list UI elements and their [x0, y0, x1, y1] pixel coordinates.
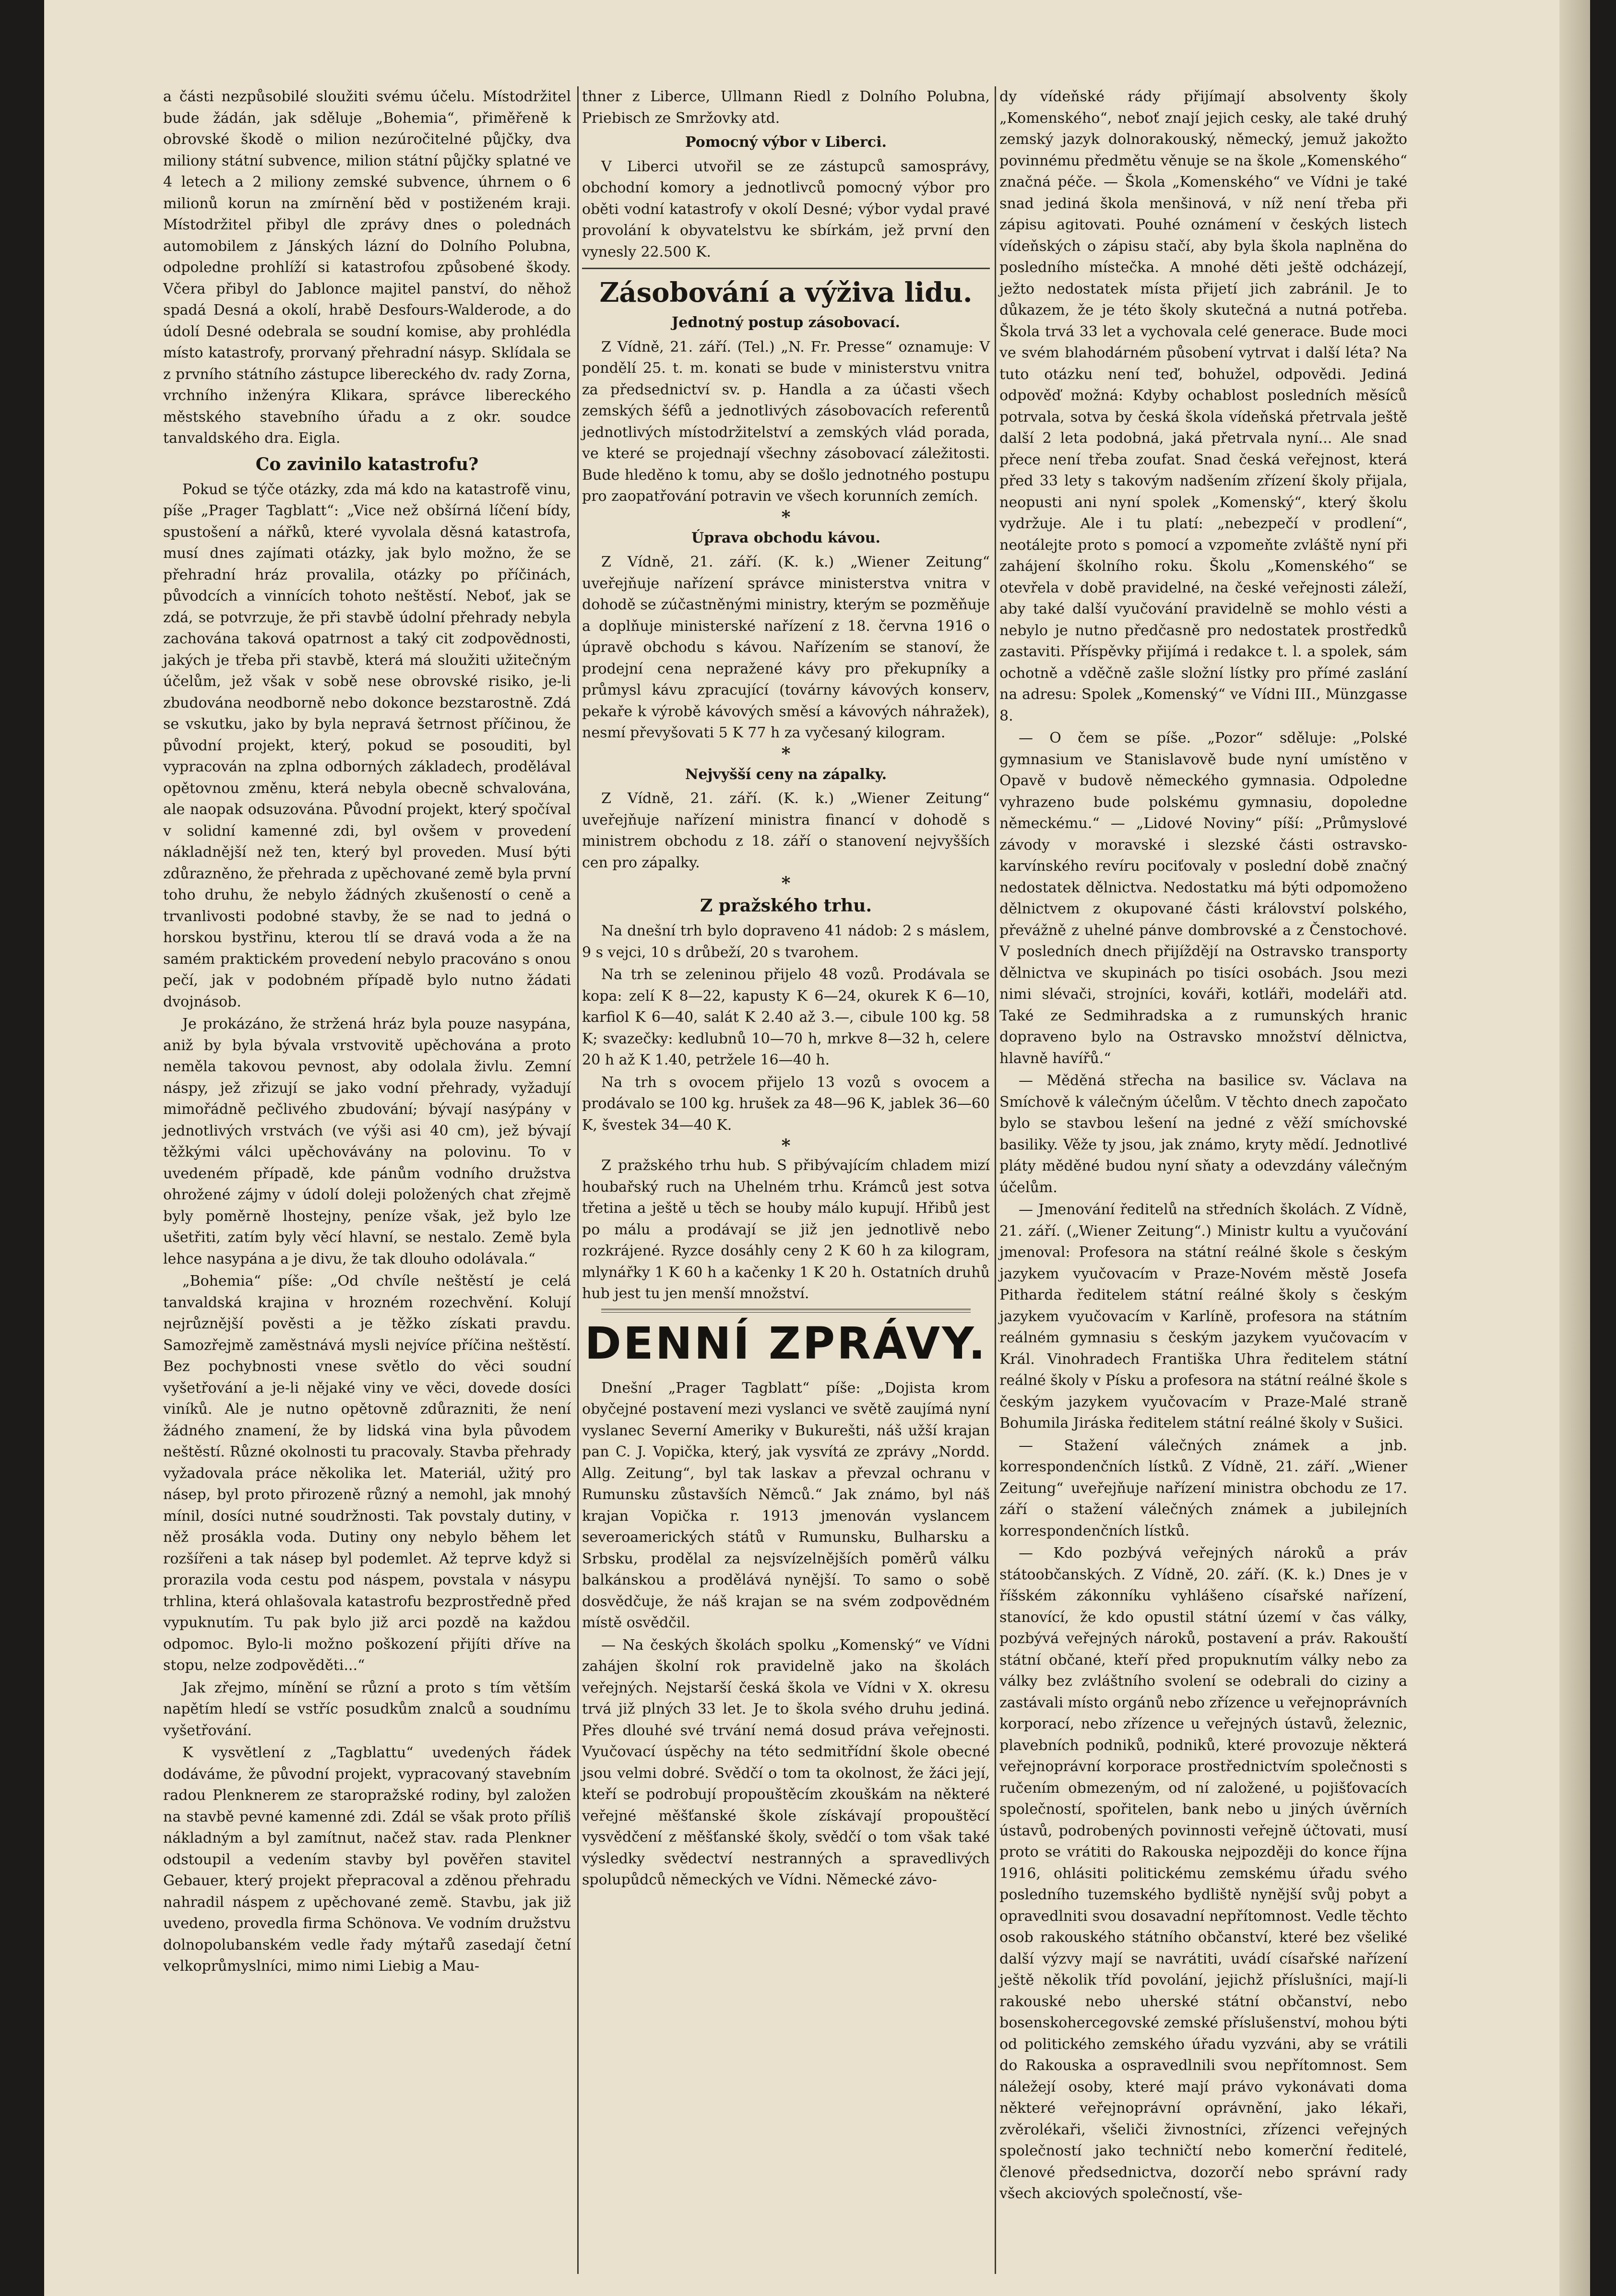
article-paragraph: — Kdo pozbývá veřejných nároků a práv státoobčanských. Z Vídně, 20. září. (K. k.) Dnes je v říšském zákonníku vyhlášeno císařské nařízení, stanovící, že kdo opustil státní území v čas války, pozbývá veřejných nároků, postavení a práv. Rakouští státní občané, kteří před propuknutím války nebo za války bez zvláštního svolení se odebrali do ciziny a zastávali místo orgánů nebo zřízence u veřejnoprávních korporací, nebo zřízence u veřejných ústavů, železnic, plavebních podniků, podniků, které provozuje některá veřejnoprávní korporace prostřednictvím společnosti s ručením obmezeným, od ní založené, u pojišťovacích společností, spořitelen, bank nebo u jiných úvěrních ústavů, podrobených povinnosti veřejně účtovati, musí proto se vrátiti do Rakouska nejpozději do konce října 1916, ohlásiti politickému zemskému úřadu svého posledního tuzemského bydliště nynější svůj pobyt a opravedlniti svou dosavadní nepřítomnost. Vedle těchto osob rakouského státního občanství, které bez všeliké další výzvy mají se navrátiti, uvádí císařské nařízení ještě několik tříd povolání, jejichž příslušníci, mají-li rakouské nebo uherské státní občanství, nebo bosenskohercegovské zemské příslušenství, mohou býti od politického zemského úřadu vyzváni, aby se vrátili do Rakouska a ospravedlnili svou nepřítomnost. Sem náležejí osoby, které mají právo vykonávati doma některé veřejnoprávní oprávnění, jako lékaři, zvěrolékaři, všeliči živnostníci, zřízenci veřejných společností jako techničtí nebo komerční ředitelé, členové předsednictva, dozorčí nebo správní rady všech akciových společností, vše-	[999, 1545, 1407, 2202]
article-paragraph: Pokud se týče otázky, zda má kdo na katastrofě vinu, píše „Prager Tagblatt“: „Vice než obšírná líčení bídy, spustošení a nářků, které vyvolala děsná katastrofa, musí dnes zajímati otázky, jak bylo možno, že se přehradní hráz provalila, otázky po příčinách, původcích a vinnících tohoto neštěstí. Neboť, jak se zdá, se potvrzuje, že při stavbě údolní přehrady nebyla zachována taková opatrnost a taký cit zodpovědnosti, jakých je třeba při stavbě, která má sloužiti užitečným účelům, jež však v sobě nese obrovské risiko, je-li zbudována neodborně nebo dokonce bezstarostně. Zdá se vskutku, jako by byla nepravá šetrnost příčinou, že původní projekt, který, pokud se posouditi, byl vypracován na zplna odborných základech, prodělával opětovnou změnu, která nebyla obecně schvalována, ale naopak odsuzována. Původní projekt, který spočíval v solidní kamenné zdi, byl ovšem v provedení nákladnější než ten, který byl proveden. Musí býti zdůrazněno, že přehrada z upěchované země byla první toho druhu, že nebylo žádných zkušeností o ceně a trvanlivosti podobné stavby, že se nad to jedná o horskou bystřinu, kterou tlí se dravá voda a že na samém praktickém provedení nebylo pracováno s onou pečí, jak v podobném případě bylo nutno žádati dvojnásob.	[163, 481, 571, 1010]
column-1	[163, 86, 571, 1978]
section-heading: Nejvyšší ceny na zápalky.	[685, 766, 887, 783]
article-paragraph: — Jmenování ředitelů na středních školách. Z Vídně, 21. září. („Wiener Zeitung“.) Ministr kultu a vyučování jmenoval: Profesora na státní reálné škole s českým jazykem vyučovacím v Praze-Novém městě Josefa Pitharda ředitelem státní reálné školy s českým jazykem vyučovacím v Karlíně, profesora na státním reálném gymnasiu s českým jazykem vyučovacím v Král. Vinohradech Františka Uhra ředitelem státní reálné školy v Písku a profesora na státní reálné škole s českým jazykem vyučovacím v Praze-Malé straně Bohumila Jiráska ředitelem státní reálné školy v Sušici.	[999, 1201, 1407, 1432]
section-heading: Co zavinilo katastrofu?	[255, 454, 479, 474]
article-paragraph: Na trh se zeleninou přijelo 48 vozů. Prodávala se kopa: zelí K 8—22, kapusty K 6—24, okurek K 6—10, karfiol K 6—40, salát K 2.40 až 3.—, cibule 100 kg. 58 K; svazečky: kedlubnů 10—70 h, mrkve 8—32 h, celere 20 h až K 1.40, petržele 16—40 h.	[582, 966, 990, 1068]
article-paragraph: K vysvětlení z „Tagblattu“ uvedených řádek dodáváme, že původní projekt, vypracovaný stavebním radou Plenknerem ze staropražské rodiny, byl založen na stavbě pevné kamenné zdi. Zdál se však proto příliš nákladným a byl zamítnut, načež stav. rada Plenkner odstoupil a vedením stavby byl pověřen stavitel Gebauer, který projekt přepracoval a zděnou přehradu nahradil náspem z upěchované země. Stavbu, jak již uvedeno, provedla firma Schönova. Ve vodním družstvu dolnopolubanském vedle řady mýtařů zasedají četní velkoprůmyslníci, mimo nimi Liebig a Mau-	[163, 1744, 571, 1975]
article-paragraph: a části nezpůsobilé sloužiti svému účelu. Místodržitel bude žádán, jak sděluje „Bohemia“, přiměřeně k obrovské škodě o milion nezúročitelné půjčky, dva miliony státní subvence, milion státní půjčky splatné ve 4 letech a 2 miliony zemské subvence, úhrnem o 6 milionů korun na zmírnění běd v postiženém kraji. Místodržitel přibyl dle zprávy dnes o polednách automobilem z Jánských lázní do Dolního Polubna, odpoledne prohlíží si katastrofou způsobené škody. Včera přibyl do Jablonce majitel panství, do něhož spadá Desná a okolí, hrabě Desfours-Walderode, a do údolí Desné odebrala se soudní komise, aby prohlédla místo katastrofy, prorvaný přehradní násyp. Sklídala se z prvního státního zástupce libereckého dv. rady Zorna, vrchního inženýra Klikara, správce libereckého městského stavebního úřadu a z okr. soudce tanvaldského dra. Eigla.	[163, 88, 571, 447]
asterisk-separator: *	[781, 507, 791, 527]
asterisk-separator: *	[781, 873, 791, 893]
article-paragraph: Z Vídně, 21. září. (K. k.) „Wiener Zeitung“ uveřejňuje nařízení správce ministerstva vnitra v dohodě se zúčastněnými ministry, kterým se pozměňuje a doplňuje ministerské nařízení z 18. června 1916 o úpravě obchodu s kávou. Nařízením se stanoví, že prodejní cena nepražené kávy pro překupníky a průmysl kávu zpracující (továrny kávových konserv, pekaře k výrobě kávových směsí a kávových náhražek), nesmí převyšovati 5 K 77 h za vyčesaný kilogram.	[582, 554, 990, 741]
column-rule	[995, 86, 996, 2274]
section-heading: Úprava obchodu kávou.	[691, 529, 880, 546]
article-paragraph: Jak zřejmo, mínění se různí a proto s tím větším napětím hledí se vstříc posudkům znalců a soudnímu vyšetřování.	[163, 1679, 571, 1739]
section-heading: Jednotný postup zásobovací.	[672, 314, 900, 331]
column-rule	[577, 86, 579, 2274]
article-paragraph: Dnešní „Prager Tagblatt“ píše: „Dojista krom obyčejné postavení mezi vyslanci ve světě zaujímá nyní vyslanec Severní Ameriky v Bukurešti, náš užší krajan pan C. J. Vopička, který, jak vysvítá ze zprávy „Nordd. Allg. Zeitung“, byl tak laskav a převzal ochranu v Rumunsku zůstavších Němců.“ Jak známo, byl náš krajan Vopička r. 1913 jmenován vyslancem severoamerických států v Rumunsku, Bulharsku a Srbsku, prodělal za nejsvízelnějších poměrů válku balkánskou a prodělává nynější. To samo o sobě dosvědčuje, že náš krajan se na svém zodpovědném místě osvědčil.	[582, 1379, 990, 1631]
article-paragraph: — O čem se píše. „Pozor“ sděluje: „Polské gymnasium ve Stanislavově bude nyní umístěno v Opavě v budově německého gymnasia. Odpoledne vyhrazeno bude polskému gymnasiu, dopoledne německému.“ — „Lidové Noviny“ píší: „Průmyslové závody v moravské i slezské části ostravsko-karvínského revíru pociťovaly v poslední době značný nedostatek dělnictva. Nedostatku má býti odpomoženo dělnictvem z okupované části království polského, převážně z uhelné pánve dombrovské a z Čenstochové. V posledních dnech přijíždějí na Ostravsko transporty dělnictva ve skupinách po tisíci osobách. Jsou mezi nimi slévači, strojníci, kováři, kotláři, modeláři atd. Také ze Sedmihradska a z rumunských hranic dopraveno bylo na Ostravsko množství dělnictva, hlavně havířů.“	[999, 730, 1407, 1067]
section-heading: Z pražského trhu.	[700, 896, 872, 916]
article-paragraph: Z Vídně, 21. září. (Tel.) „N. Fr. Presse“ oznamuje: V pondělí 25. t. m. konati se bude v ministerstvu vnitra za předsednictví sv. p. Handla a za účasti všech zemských šéfů a jednotlivých zásobovacích referentů jednotlivých místodržitelství a zemských vlád porada, ve které se projednají všechny zásobovací záležitosti. Bude hleděno k tomu, aby se došlo jednotného postupu pro zaopatřování potravin ve všech korunních zemích.	[582, 338, 990, 505]
article-paragraph: Z Vídně, 21. září. (K. k.) „Wiener Zeitung“ uveřejňuje nařízení ministra financí v dohodě s ministrem obchodu z 18. září o stanovení nejvyšších cen pro zápalky.	[582, 790, 990, 871]
article-paragraph: — Stažení válečných známek a jnb. korrespondenčních lístků. Z Vídně, 21. září. „Wiener Zeitung“ uveřejňuje nařízení ministra obchodu ze 17. září o stažení válečných známek a jubilejních korrespondenčních lístků.	[999, 1437, 1407, 1539]
column-3	[999, 86, 1407, 2206]
asterisk-separator: *	[781, 743, 791, 764]
page-gutter	[1559, 0, 1590, 2296]
article-paragraph: Na dnešní trh bylo dopraveno 41 nádob: 2 s máslem, 9 s vejci, 10 s drůbeží, 20 s tvarohem.	[582, 923, 990, 961]
section-heading: Pomocný výbor v Liberci.	[685, 134, 887, 151]
article-paragraph: Na trh s ovocem přijelo 13 vozů s ovocem a prodávalo se 100 kg. hrušek za 48—96 K, jablek 36—60 K, švestek 34—40 K.	[582, 1074, 990, 1134]
article-paragraph: dy vídeňské rády přijímají absolventy školy „Komenského“, neboť znají jejich cesky, ale také druhý zemský jazyk dolnorakouský, německý, jemuž jakožto povinnému předmětu věnuje se na škole „Komenského“ značná péče. — Škola „Komenského“ ve Vídni je také snad jediná škola menšinová, v níž není třeba při zápisu agitovati. Pouhé oznámení v českých listech vídeňských o zápisu stačí, aby byla škola naplněna do posledního místečka. A mnohé děti ještě odcházejí, ježto nedostatek místa přijetí jich zabránil. Je to důkazem, že je této školy skutečná a nutná potřeba. Škola trvá 33 let a vychovala celé generace. Bude moci ve svém blahodárném působení vytrvat i další léta? Na tuto otázku není teď, bohužel, odpovědi. Jediná odpověď možná: Kdyby ochablost posledních měsíců potrvala, sotva by česká škola vídeňská přetrvala ještě další 2 leta podobná, jaká přetrvala nyní... Ale snad přece není třeba zoufat. Snad česká veřejnost, která před 33 lety s takovým nadšením zřízení školy přijala, neopusti ani nyní spolek „Komenský“, který školu vydržuje. Ale i tu platí: „nebezpečí v prodlení“, neotálejte proto s pomocí a vzpomeňte zvláště nyní při zahájení školního roku. Školu „Komenského“ se otevřela v době pravidelné, na české veřejnosti záleží, aby také další vyučování pravidelně se mohlo vésti a nebylo je nutno předčasně pro nedostatek prostředků zastaviti. Příspěvky přijímá i redakce t. l. a spolek, sám ochotně a vděčně zašle složní lístky pro přímé zaslání na adresu: Spolek „Komenský“ ve Vídni III., Münzgasse 8.	[999, 88, 1407, 724]
asterisk-separator: *	[781, 1136, 791, 1156]
article-paragraph: Z pražského trhu hub. S přibývajícím chladem mizí houbařský ruch na Uhelném trhu. Krámců jest sotva třetina a ještě u těch se houby málo kupují. Hřibů jest po málu a prodávají se již jen jednotlivě nebo rozkrájené. Ryzce dosáhly ceny 2 K 60 h za kilogram, mlynářky 1 K 60 h a kačenky 1 K 20 h. Ostatních druhů hub jest tu jen menší množství.	[582, 1157, 990, 1302]
article-paragraph: — Na českých školách spolku „Komenský“ ve Vídni zahájen školní rok pravidelně jako na školách veřejných. Nejstarší česká škola ve Vídni v X. okresu trvá již plných 33 let. Je to škola svého druhu jediná. Přes dlouhé své trvání nemá dosud práva veřejnosti. Vyučovací úspěchy na této sedmitřídní škole obecné jsou velmi dobré. Svědčí o tom ta okolnost, že žáci její, kteří se podrobují propouštěcím zkouškám na některé veřejné měšťanské škole získávají propouštěcí vysvědčení z měšťanské školy, svědčí o tom však také výsledky svědectví nestranných a spravedlivých spolupůdců německých ve Vídni. Německé závo-	[582, 1636, 990, 1888]
article-paragraph: V Liberci utvořil se ze zástupců samosprávy, obchodní komory a jednotlivců pomocný výbor pro oběti vodní katastrofy v okolí Desné; výbor vydal pravé provolání k obyvatelstvu ke sbírkám, jež první den vynesly 22.500 K.	[582, 158, 990, 260]
section-divider	[601, 1309, 971, 1313]
column-2	[582, 86, 990, 1892]
article-paragraph: Je prokázáno, že stržená hráz byla pouze nasypána, aniž by byla bývala vrstvovitě upěchována a proto neměla takovou pevnost, aby odolala živlu. Zemní náspy, jež zřizují se jako vodní přehrady, vyžadují mimořádně pečlivého zbudování; bývají nasýpány v jednotlivých vrstvách (ve výši asi 40 cm), jež bývají těžkými válci upěchovávány na polovinu. To v uvedeném případě, kde pánům vodního družstva ohrožené zájmy v údolí doleji položených chat zřejmě byly poměrně lhostejny, peníze však, jež bylo lze ušetřiti, zatím byly věcí hlavní, se nestalo. Země byla lehce nasypána a je divu, že tak dlouho odolávala.“	[163, 1016, 571, 1267]
article-paragraph: „Bohemia“ píše: „Od chvíle neštěstí je celá tanvaldská krajina v hrozném rozechvění. Kolují nejrůznější pověsti a je těžko získati pravdu. Samozřejmě zaměstnává mysli nejvíce příčina neštěstí. Bez pochybnosti vnese světlo do věci soudní vyšetřování a je-li nějaké viny ve věci, dovede dosíci viníků. Ale je nutno opětovně zdůrazniti, že není žádného znamení, že by lidská vina byla původem neštěstí. Různé okolnosti tu pracovaly. Stavba přehrady vyžadovala práce několika let. Materiál, užitý pro násep, byl proto přirozeně různý a nemohl, jak mnohý mínil, dosíci nutné soudržnosti. Tak povstaly dutiny, v něž prosákla voda. Dutiny ony nebylo během let rozšířeni a tak násep byl podemlet. Až teprve když si prorazila voda cestu pod náspem, povstala v násypu trhlina, která ohlašovala katastrofu bezprostředně před vypuknutím. Tu pak bylo již arci pozdě na každou odpomoc. Bylo-li možno poškození přijíti dříve na stopu, nelze zodpověděti...“	[163, 1273, 571, 1674]
article-paragraph: thner z Liberce, Ullmann Riedl z Dolního Polubna, Priebisch ze Smržovky atd.	[582, 88, 990, 127]
section-title: Zásobování a výživa lidu.	[599, 277, 973, 308]
article-paragraph: — Měděná střecha na basilice sv. Václava na Smíchově k válečným účelům. V těchto dnech započato bylo se stavbou lešení na jedné z věží smíchovské basiliky. Věže ty jsou, jak známo, kryty mědí. Jednotlivé pláty měděné budou nyní sňaty a odevzdány válečným účelům.	[999, 1072, 1407, 1196]
section-divider	[582, 268, 990, 269]
section-masthead: DENNÍ ZPRÁVY.	[584, 1317, 987, 1369]
